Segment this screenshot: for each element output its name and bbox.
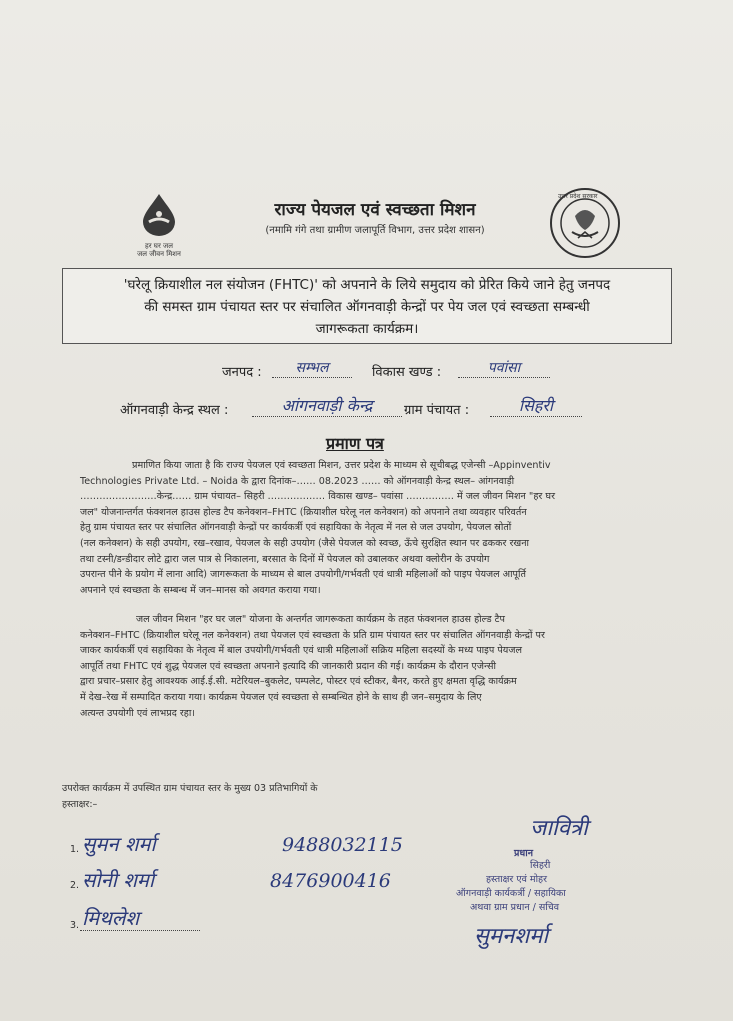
mission-title: राज्य पेयजल एवं स्वच्छता मिशन bbox=[274, 200, 476, 220]
stamp-line-3: अथवा ग्राम प्रधान / सचिव bbox=[470, 902, 560, 913]
signatory-phone: 8476900416 bbox=[270, 870, 391, 892]
para2-line: कनेक्शन–FHTC (क्रियाशील घरेलू नल कनेक्शन) तथा पेयजल एवं स्वच्छता के प्रति ग्राम पंचायत स्तर पर संचालित ऑगनवाड़ी केन्द्रों पर bbox=[80, 629, 545, 641]
document-title: प्रमाण पत्र bbox=[326, 434, 384, 453]
signatory-phone: 9488032115 bbox=[282, 834, 403, 856]
water-drop-icon bbox=[137, 192, 181, 238]
bottom-signature: सुमनशर्मा bbox=[474, 924, 549, 949]
janpad-label: जनपद : bbox=[222, 365, 262, 380]
signatory-number: 1. bbox=[70, 844, 80, 855]
signatories-intro: उपरोक्त कार्यक्रम में उपस्थित ग्राम पंचायत स्तर के मुख्य 03 प्रतिभागियों के bbox=[62, 783, 318, 794]
signature-line bbox=[80, 930, 200, 931]
stamp-line-1: हस्ताक्षर एवं मोहर bbox=[486, 874, 547, 885]
signatory-signature: मिथलेश bbox=[82, 906, 140, 930]
para1-line: (नल कनेक्शन) के सही उपयोग, रख–रखाव, पेयजल के सही उपयोग (जैसे पेयजल को स्वच्छ, ऊँचे सुरक्षित स्थान पर ढककर रखना bbox=[80, 537, 530, 549]
gram-panchayat-label: ग्राम पंचायत : bbox=[404, 403, 470, 418]
banner-line-3: जागरूकता कार्यक्रम। bbox=[315, 321, 419, 337]
para1-line: तथा टस्नी/डन्डीदार लोटे द्वारा जल पात्र से निकालना, बरसात के दिनों में पेयजल को उबालकर अथवा क्लोरीन के उपयोग bbox=[80, 553, 490, 565]
anganwadi-value: आंगनवाड़ी केन्द्र bbox=[252, 394, 402, 417]
jal-jeevan-mission-logo bbox=[137, 192, 181, 262]
seal-text: उत्तर प्रदेश सरकार bbox=[558, 193, 598, 200]
para1-line: अपनाने एवं स्वच्छता के सम्बन्ध में जन–मानस को अवगत कराया गया। bbox=[80, 584, 321, 596]
certificate-paragraph-1 bbox=[80, 458, 670, 598]
vikas-khand-label: विकास खण्ड : bbox=[372, 365, 442, 380]
mission-subtitle: (नमामि गंगे तथा ग्रामीण जलापूर्ति विभाग, उत्तर प्रदेश शासन) bbox=[265, 225, 485, 236]
para2-line: अत्यन्त उपयोगी एवं लाभप्रद रहा। bbox=[80, 707, 196, 719]
signatory-signature: सुमन शर्मा bbox=[82, 832, 156, 856]
janpad-value: सम्भल bbox=[272, 358, 352, 378]
signatory-number: 2. bbox=[70, 880, 80, 891]
para2-line: जल जीवन मिशन "हर घर जल" योजना के अन्तर्गत जागरूकता कार्यक्रम के तहत फंक्शनल हाउस होल्ड टैप bbox=[136, 614, 505, 625]
para1-line: जल" योजनान्तर्गत फंक्शनल हाउस होल्ड टैप कनेक्शन–FHTC (क्रियाशील घरेलू नल कनेक्शन) को अपनाने तथा व्यवहार परिवर्तन bbox=[80, 506, 527, 518]
anganwadi-label: ऑगनवाड़ी केन्द्र स्थल : bbox=[120, 403, 229, 418]
para2-line: में देख–रेख में सम्पादित कराया गया। कार्यक्रम पेयजल एवं स्वच्छता से सम्बन्धित होने के साथ ही जन–समुदाय के लिए bbox=[80, 691, 482, 703]
para1-line: ……………………केन्द्र…… ग्राम पंचायत– सिहरी ……………… विकास खण्ड– पवांसा …………… में जल जीवन मिशन "हर घर bbox=[80, 491, 555, 503]
para2-line: द्वारा प्रचार–प्रसार हेतु आवश्यक आई.ई.सी. मटेरियल–बुकलेट, पम्पलेट, पोस्टर एवं स्टीकर, बैनर, करते हुए क्षमता वृद्धि कार्यक्रम bbox=[80, 676, 517, 688]
signatory-signature: सोनी शर्मा bbox=[82, 868, 155, 892]
stamp-pradhan: प्रधान bbox=[514, 848, 533, 859]
para1-line: हेतु ग्राम पंचायत स्तर पर संचालित ऑगनवाड़ी केन्द्रों पर कार्यकर्त्री एवं सहायिका के नेतृत्व में नल से जल उपयोग, पेयजल स्रोतों bbox=[80, 522, 512, 534]
para2-line: आपूर्ति तथा FHTC एवं शुद्ध पेयजल एवं स्वच्छता अपनाने इत्यादि की जानकारी प्रदान की गई। कार्यक्रम के दौरान एजेन्सी bbox=[80, 660, 497, 672]
banner-line-1: 'घरेलू क्रियाशील नल संयोजन (FHTC)' को अपनाने के लिये समुदाय को प्रेरित किये जाने हेतु जनपद bbox=[123, 277, 611, 293]
program-banner bbox=[62, 268, 672, 344]
signatory-number: 3. bbox=[70, 920, 80, 931]
stamp-village: सिहरी bbox=[530, 860, 551, 871]
logo-caption: हर घर जल जल जीवन मिशन bbox=[137, 242, 181, 258]
signatories-intro-2: हस्ताक्षर:– bbox=[62, 799, 98, 810]
up-government-seal bbox=[548, 186, 622, 260]
pradhan-signature: जावित्री bbox=[530, 816, 588, 841]
vikas-khand-value: पवांसा bbox=[458, 358, 550, 378]
para1-line: उपरान्त पीने के प्रयोग में लाना आदि) जागरूकता के माध्यम से बाल उपयोगी/गर्भवती एवं धात्री महिलाओं को पाइप पेयजल आपूर्ति bbox=[80, 569, 526, 581]
gram-panchayat-value: सिहरी bbox=[490, 394, 582, 417]
para1-line: Technologies Private Ltd. – Noida के द्वारा दिनांक–…… 08.2023 …… को ऑगनवाड़ी केन्द्र स्थल– आंगनवाड़ी bbox=[80, 475, 515, 487]
para2-line: जाकर कार्यकर्त्री एवं सहायिका के नेतृत्व में बाल उपयोगी/गर्भवती एवं धात्री महिलाओं सक्रिय महिला सदस्यों के मध्य पाइप पेयजल bbox=[80, 645, 522, 657]
banner-line-2: की समस्त ग्राम पंचायत स्तर पर संचालित ऑगनवाड़ी केन्द्रों पर पेय जल एवं स्वच्छता सम्बन्धी bbox=[144, 299, 590, 315]
certificate-paragraph-2 bbox=[80, 612, 670, 721]
stamp-line-2: ऑगनवाड़ी कार्यकर्त्री / सहायिका bbox=[456, 888, 566, 899]
para1-line: प्रमाणित किया जाता है कि राज्य पेयजल एवं स्वच्छता मिशन, उत्तर प्रदेश के माध्यम से सूचीबद्ध एजेन्सी –Appinventiv bbox=[132, 460, 551, 471]
